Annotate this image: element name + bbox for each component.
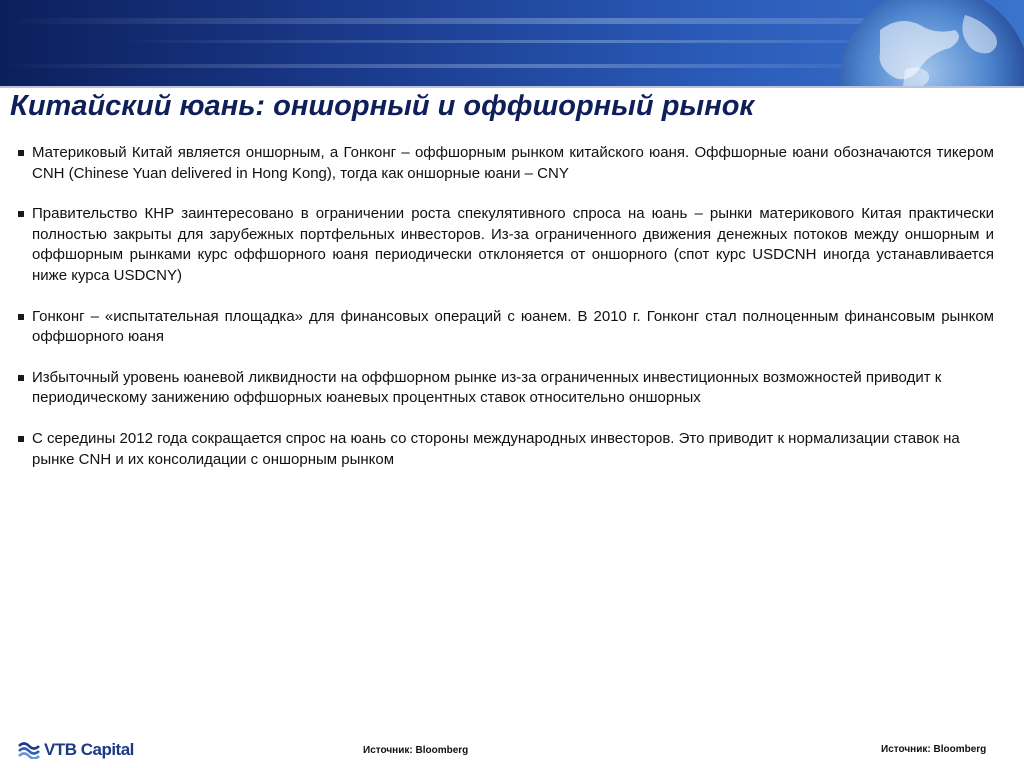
vtb-wave-logo-icon: [18, 741, 40, 759]
globe-banner-icon: [0, 0, 1024, 86]
square-bullet-icon: [18, 314, 24, 320]
bullet-item: [18, 204, 994, 286]
page-title: Китайский юань: оншорный и оффшорный рынок: [10, 90, 755, 122]
square-bullet-icon: [18, 436, 24, 442]
square-bullet-icon: [18, 211, 24, 217]
bullet-text: Правительство КНР заинтересовано в ограничении роста спекулятивного спроса на юань – рынки материкового Китая практически полностью закрыты для зарубежных портфельных инвесторов. Из-за ограниченного движения денежных потоков между оншорным и оффшорным рынками курс оффшорного юаня периодически отклоняется от оншорного (спот курс USDCNH иногда устанавливается ниже курса USDCNY): [32, 205, 994, 284]
bullet-item: [18, 143, 994, 184]
bullet-item: [18, 429, 994, 470]
square-bullet-icon: [18, 150, 24, 156]
bullet-text: Гонконг – «испытательная площадка» для финансовых операций с юанем. В 2010 г. Гонконг стал полноценным финансовым рынком оффшорного юаня: [32, 307, 994, 346]
square-bullet-icon: [18, 375, 24, 381]
vtb-capital-logo: [18, 738, 134, 762]
bullet-text: Материковый Китай является оншорным, а Гонконг – оффшорным рынком китайского юаня. Оффшорные юани обозначаются тикером CNH (Chinese Yuan delivered in Hong Kong), тогда как оншорные юани – CNY: [32, 144, 994, 182]
bullet-list: [18, 143, 994, 490]
bullet-text: Избыточный уровень юаневой ликвидности на оффшорном рынке из-за ограниченных инвестиционных возможностей приводит к периодическому занижению оффшорных юаневых процентных ставок относительно оншорных: [32, 368, 942, 407]
bullet-text: С середины 2012 года сокращается спрос на юань со стороны международных инвесторов. Это приводит к нормализации ставок на рынке CNH и их консолидации с оншорным рынком: [32, 429, 960, 468]
logo-text: VTB Capital: [44, 740, 134, 759]
header-banner: [0, 0, 1024, 86]
source-note-right: Источник: Bloomberg: [881, 744, 987, 755]
bullet-item: [18, 368, 994, 409]
source-note-center: Источник: Bloomberg: [363, 745, 469, 756]
bullet-item: [18, 307, 994, 348]
